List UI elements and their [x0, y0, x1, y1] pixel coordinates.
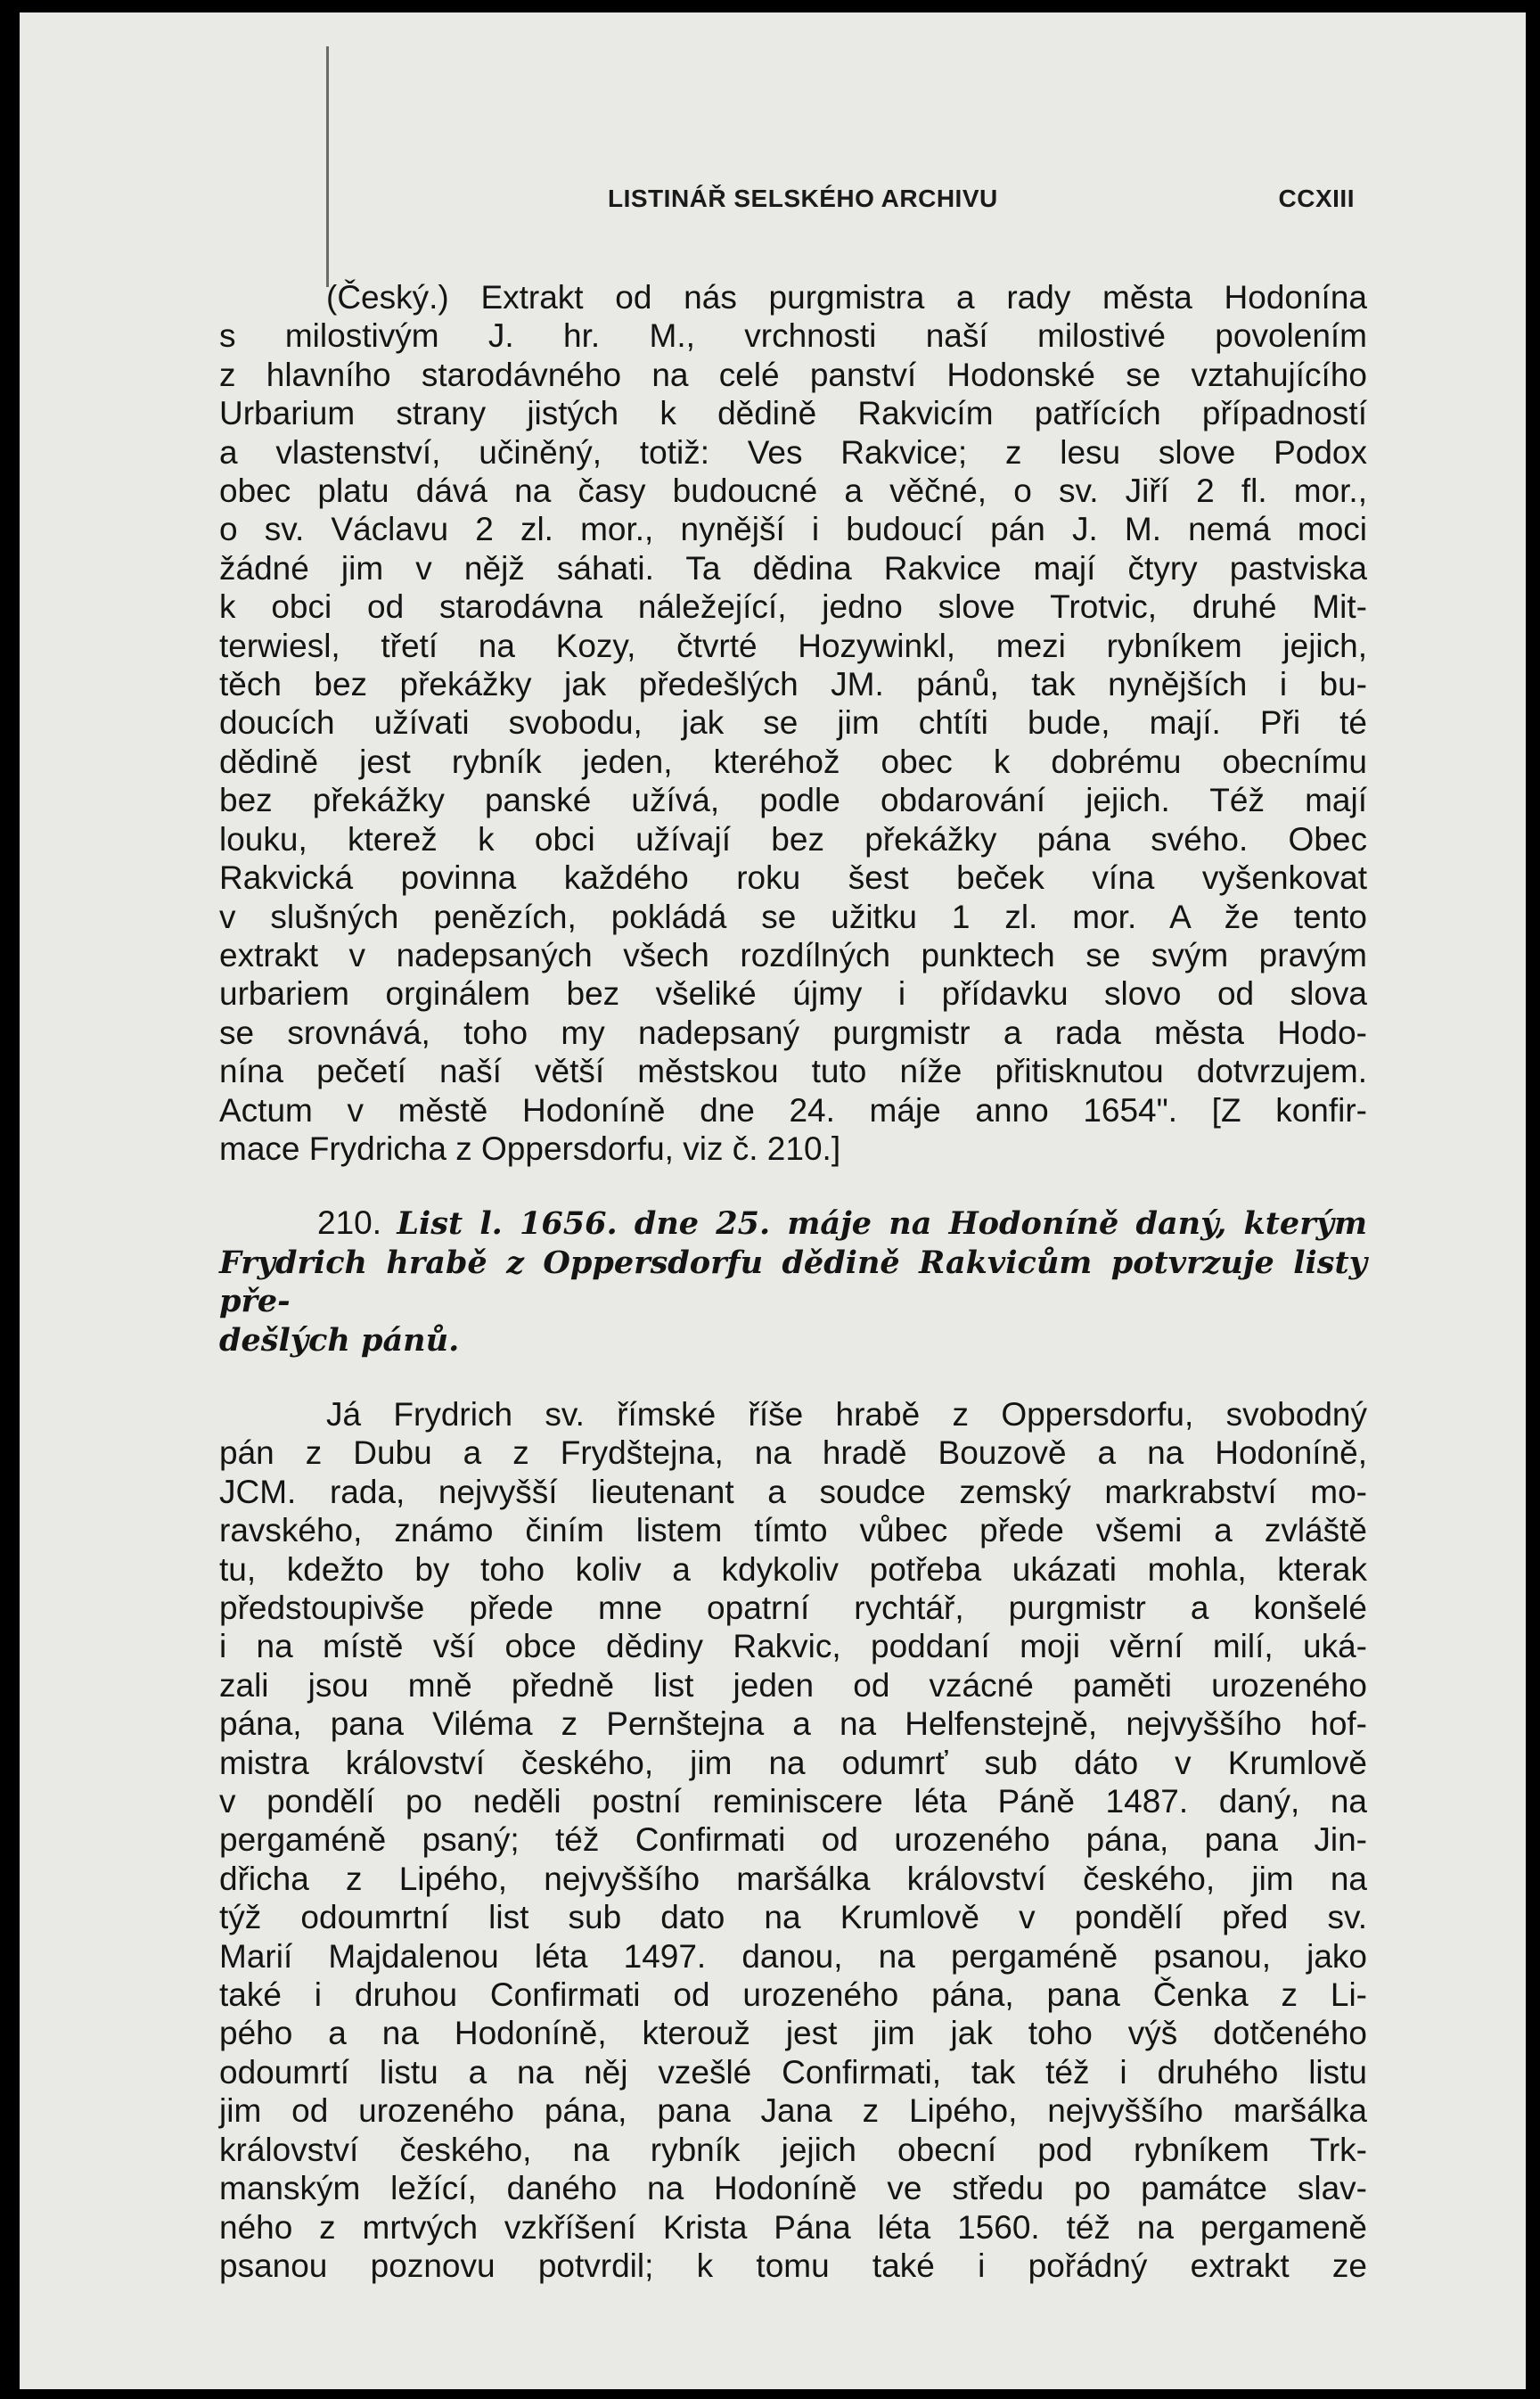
text-line: odoumrtí listu a na něj vzešlé Confirmati, tak též i druhého listu — [219, 2053, 1367, 2091]
text-line: jim od urozeného pána, pana Jana z Lipého, nejvyššího maršálka — [219, 2092, 1367, 2130]
text-line: i na místě vší obce dědiny Rakvic, poddaní moji věrní milí, uká- — [219, 1628, 1367, 1665]
text-line: manským ležící, daného na Hodoníně ve středu po památce slav- — [219, 2170, 1367, 2207]
text-line: psanou poznovu potvrdil; k tomu také i pořádný extrakt ze — [219, 2247, 1367, 2284]
text-line: a vlastenství, učiněný, totiž: Ves Rakvice; z lesu slove Podox — [219, 433, 1367, 471]
text-line: s milostivým J. hr. M., vrchnosti naší milostivé povolením — [219, 317, 1367, 355]
heading-line: dešlých pánů. — [219, 1321, 460, 1359]
text-line: extrakt v nadepsaných všech rozdílných punktech se svým pravým — [219, 936, 1367, 974]
text-line: pán z Dubu a z Frydštejna, na hradě Bouzově a na Hodoníně, — [219, 1434, 1367, 1472]
text-line: ravského, známo činím listem tímto vůbec přede všemi a zvláště — [219, 1512, 1367, 1549]
text-line: pána, pana Viléma z Pernštejna a na Helfenstejně, nejvyššího hof- — [219, 1705, 1367, 1743]
text-line: bez překážky panské užívá, podle obdarování jejich. Též mají — [219, 782, 1367, 819]
text-line: dědině jest rybník jeden, kteréhož obec k dobrému obecnímu — [219, 743, 1367, 780]
text-line: pergaméně psaný; též Confirmati od urozeného pána, pana Jin- — [219, 1821, 1367, 1859]
spacer — [219, 1168, 1367, 1204]
text-line: Actum v městě Hodoníně dne 24. máje anno 1654". [Z konfir- — [219, 1091, 1367, 1129]
text-line: Rakvická povinna každého roku šest beček vína vyšenkovat — [219, 859, 1367, 897]
text-line: JCM. rada, nejvyšší lieutenant a soudce zemský markrabství mo- — [219, 1473, 1367, 1510]
text-line: dřicha z Lipého, nejvyššího maršálka království českého, jim na — [219, 1860, 1367, 1897]
text-line: v slušných penězích, pokládá se užitku 1 zl. mor. A že tento — [219, 898, 1367, 935]
text-line: také i druhou Confirmati od urozeného pána, pana Čenka z Li- — [219, 1976, 1367, 2014]
text-line: o sv. Václavu 2 zl. mor., nynější i budoucí pán J. M. nemá moci — [219, 511, 1367, 548]
body-text — [219, 278, 1367, 2285]
text-line: těch bez překážky jak předešlých JM. pánů, tak nynějších i bu- — [219, 666, 1367, 703]
text-line: v pondělí po neděli postní reminiscere léta Páně 1487. daný, na — [219, 1783, 1367, 1820]
page-folio: CCXIII — [1278, 185, 1355, 212]
text-line: království českého, na rybník jejich obecní pod rybníkem Trk- — [219, 2131, 1367, 2168]
text-line: Marií Majdalenou léta 1497. danou, na pergaméně psanou, jako — [219, 1937, 1367, 1975]
document-heading-210 — [219, 1204, 1367, 1360]
running-title: LISTINÁŘ SELSKÉHO ARCHIVU — [608, 185, 998, 212]
text-line: (Český.) Extrakt od nás purgmistra a rady města Hodonína — [326, 279, 1367, 316]
text-line: žádné jim v nějž sáhati. Ta dědina Rakvice mají čtyry pastviska — [219, 549, 1367, 587]
text-line: louku, kterež k obci užívají bez překážky pána svého. Obec — [219, 820, 1367, 858]
text-line: tu, kdežto by toho koliv a kdykoliv potřeba ukázati mohla, kterak — [219, 1550, 1367, 1588]
text-line: doucích užívati svobodu, jak se jim chtíti bude, mají. Při té — [219, 704, 1367, 742]
text-line: se srovnává, toho my nadepsaný purgmistr a rada města Hodo- — [219, 1014, 1367, 1051]
paragraph-extract — [219, 278, 1367, 1168]
text-line: mace Frydricha z Oppersdorfu, viz č. 210.] — [219, 1130, 841, 1167]
margin-rule — [326, 46, 329, 287]
spacer — [219, 1360, 1367, 1395]
text-line: zali jsou mně předně list jeden od vzácné paměti urozeného — [219, 1666, 1367, 1704]
heading-line: Frydrich hrabě z Oppersdorfu dědině Rakvicům potvrzuje listy pře- — [219, 1244, 1367, 1320]
text-line: terwiesl, třetí na Kozy, čtvrté Hozywinkl, mezi rybníkem jejich, — [219, 627, 1367, 664]
document-number: 210. — [317, 1204, 382, 1242]
text-line: Urbarium strany jistých k dědině Rakvicím patřících případností — [219, 395, 1367, 432]
text-line: předstoupivše přede mne opatrní rychtář, purgmistr a konšelé — [219, 1590, 1367, 1626]
heading-line — [219, 1204, 1367, 1243]
text-line: mistra království českého, jim na odumrť sub dáto v Krumlově — [219, 1744, 1367, 1781]
text-line: týž odoumrtní list sub dato na Krumlově v pondělí před sv. — [219, 1899, 1367, 1936]
text-line: pého a na Hodoníně, kterouž jest jim jak toho výš dotčeného — [219, 2015, 1367, 2052]
document-page — [20, 12, 1526, 2389]
text-line: nína pečetí naší větší městskou tuto níže přitisknutou dotvrzujem. — [219, 1053, 1367, 1090]
paragraph-charter — [219, 1395, 1367, 2285]
text-line: ného z mrtvých vzkříšení Krista Pána léta 1560. též na pergameně — [219, 2208, 1367, 2246]
heading-text: List l. 1656. dne 25. máje na Hodoníně daný, kterým — [397, 1205, 1368, 1243]
text-line: Já Frydrich sv. římské říše hrabě z Oppersdorfu, svobodný — [326, 1395, 1367, 1433]
text-line: z hlavního starodávného na celé panství Hodonské se vztahujícího — [219, 356, 1367, 393]
text-line: obec platu dává na časy budoucné a věčné, o sv. Jiří 2 fl. mor., — [219, 472, 1367, 510]
text-line: k obci od starodávna náležející, jedno slove Trotvic, druhé Mit- — [219, 588, 1367, 626]
text-line: urbariem orginálem bez všeliké újmy i přídavku slovo od slova — [219, 975, 1367, 1013]
